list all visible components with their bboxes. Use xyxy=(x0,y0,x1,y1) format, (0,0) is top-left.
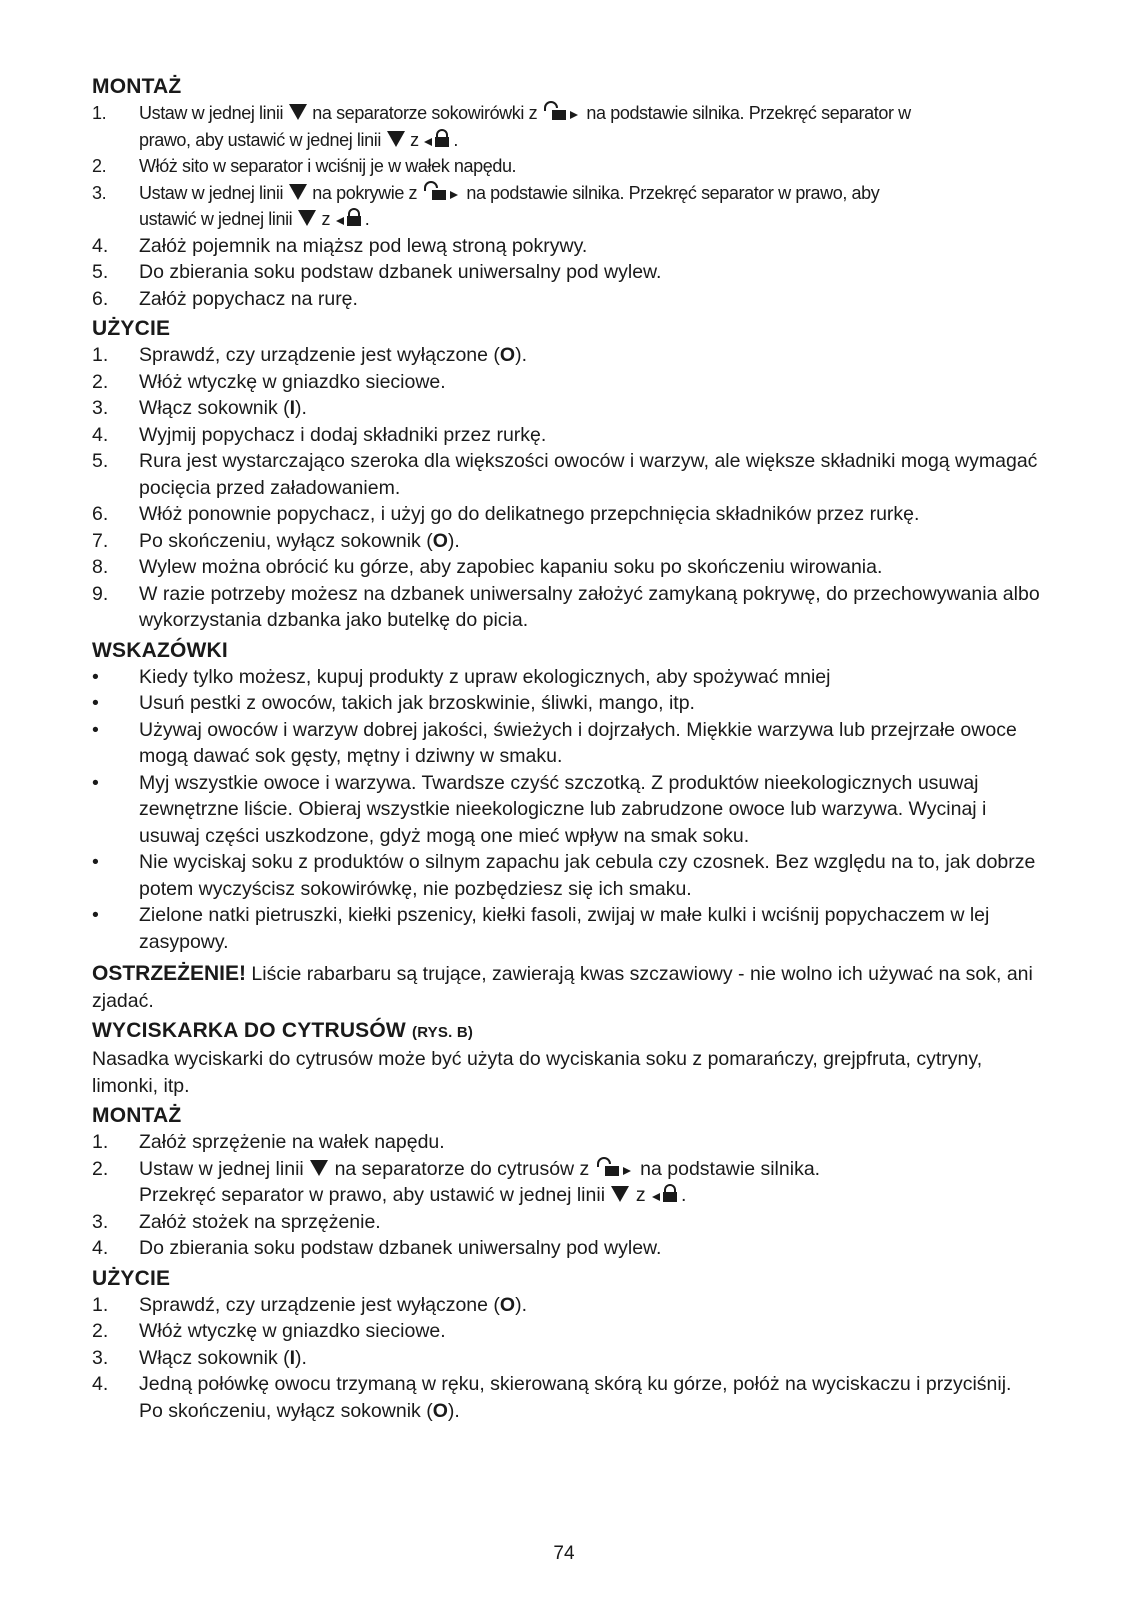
list-item: 3. Włącz sokownik (I). xyxy=(92,397,307,419)
list-item: • Zielone natki pietruszki, kiełki pszenicy, kiełki fasoli, zwijaj w małe kulki i wciśnij popychaczem w lej zasypowy. xyxy=(92,904,990,953)
list-item: 4. Załóż pojemnik na miąższ pod lewą stroną pokrywy. xyxy=(92,234,588,257)
citrus-usage-list xyxy=(92,1292,1052,1425)
list-item: 4. Jedną połówkę owocu trzymaną w ręku, skierowaną skórą ku górze, połóż na wyciskaczu i przyciśnij. Po skończeniu, wyłącz sokownik (O). xyxy=(92,1373,1012,1422)
triangle-down-icon xyxy=(309,1159,329,1177)
section-heading-tips: WSKAZÓWKI xyxy=(92,638,228,662)
assembly-list xyxy=(92,100,1052,312)
section-heading-usage-citrus: UŻYCIE xyxy=(92,1266,171,1290)
list-item: 1. Sprawdź, czy urządzenie jest wyłączone (O). xyxy=(92,344,527,366)
section-heading-assembly-citrus: MONTAŻ xyxy=(92,1104,182,1127)
list-item: 4. Do zbierania soku podstaw dzbanek uniwersalny pod wylew. xyxy=(92,1237,662,1259)
warning-paragraph: OSTRZEŻENIE! Liście rabarbaru są trujące, zawierają kwas szczawiowy - nie wolno ich używać na sok, ani zjadać. xyxy=(92,962,1033,1012)
usage-list xyxy=(92,342,1052,634)
triangle-down-icon xyxy=(610,1185,630,1203)
list-item: • Usuń pestki z owoców, takich jak brzoskwinie, śliwki, mango, itp. xyxy=(92,692,695,714)
list-item: 4. Wyjmij popychacz i dodaj składniki przez rurkę. xyxy=(92,423,547,446)
list-item: 1. Sprawdź, czy urządzenie jest wyłączone (O). xyxy=(92,1293,527,1316)
triangle-down-icon xyxy=(288,183,308,201)
triangle-down-icon xyxy=(288,103,308,121)
list-item: • Kiedy tylko możesz, kupuj produkty z upraw ekologicznych, aby spożywać mniej xyxy=(92,665,831,688)
list-item: • Nie wyciskaj soku z produktów o silnym zapachu jak cebula czy czosnek. Bez względu na to, jak dobrze potem wyczyścisz sokowirówkę, nie pozbędziesz się ich smaku. xyxy=(92,851,1036,900)
citrus-intro: Nasadka wyciskarki do cytrusów może być użyta do wyciskania soku z pomarańczy, grejpfruta, cytryny, limonki, itp. xyxy=(92,1048,983,1097)
lock-icon xyxy=(423,128,453,148)
section-heading-usage: UŻYCIE xyxy=(92,317,171,340)
page-number: 74 xyxy=(553,1543,575,1564)
list-item: • Myj wszystkie owoce i warzywa. Twardsze czyść szczotką. Z produktów nieekologicznych usuwaj zewnętrzne liście. Obieraj wszystkie nieekologiczne lub zabrudzone owoce lub warzywa. Wycinaj i usuwaj części uszkodzone, gdyż mogą one mieć wpływ na smak soku. xyxy=(92,771,987,847)
list-item: 1. Ustaw w jednej linii na separatorze sokowirówki z na podstawie silnika. Przekręć separator w prawo, aby ustawić w jednej linii z . xyxy=(92,103,911,150)
list-item: 9. W razie potrzeby możesz na dzbanek uniwersalny założyć zamykaną pokrywę, do przechowywania albo wykorzystania dzbanka jako butelkę do picia. xyxy=(92,582,1040,631)
list-item: 1. Załóż sprzężenie na wałek napędu. xyxy=(92,1131,445,1153)
list-item: 3. Włącz sokownik (I). xyxy=(92,1346,307,1369)
list-item: 5. Do zbierania soku podstaw dzbanek uniwersalny pod wylew. xyxy=(92,261,662,283)
unlock-icon xyxy=(595,1157,635,1177)
list-item: 2. Włóż wtyczkę w gniazdko sieciowe. xyxy=(92,1320,446,1342)
list-item: 3. Ustaw w jednej linii na pokrywie z na podstawie silnika. Przekręć separator w prawo, aby ustawić w jednej linii z . xyxy=(92,182,880,229)
list-item: 2. Włóż sito w separator i wciśnij je w wałek napędu. xyxy=(92,156,517,176)
unlock-icon xyxy=(542,101,582,121)
list-item: 2. Włóż wtyczkę w gniazdko sieciowe. xyxy=(92,370,446,393)
list-item: 2. Ustaw w jednej linii na separatorze do cytrusów z na podstawie silnika. Przekręć separator w prawo, aby ustawić w jednej linii z . xyxy=(92,1157,821,1206)
document-page xyxy=(92,70,1052,1424)
warning-title: OSTRZEŻENIE! xyxy=(92,962,247,985)
citrus-assembly-list xyxy=(92,1129,1052,1262)
list-item: • Używaj owoców i warzyw dobrej jakości, świeżych i dojrzałych. Miękkie warzywa lub przejrzałe owoce mogą dawać sok gęsty, mętny i dziwny w smaku. xyxy=(92,718,1017,767)
list-item: 5. Rura jest wystarczająco szeroka dla większości owoców i warzyw, ale większe składniki mogą wymagać pocięcia przed załadowaniem. xyxy=(92,450,1038,499)
lock-icon xyxy=(335,207,365,227)
list-item: 8. Wylew można obrócić ku górze, aby zapobiec kapaniu soku po skończeniu wirowania. xyxy=(92,556,883,578)
tips-list xyxy=(92,664,1052,956)
section-heading-citrus-press: WYCISKARKA DO CYTRUSÓW (RYS. B) xyxy=(92,1019,474,1042)
triangle-down-icon xyxy=(297,209,317,227)
list-item: 7. Po skończeniu, wyłącz sokownik (O). xyxy=(92,529,460,552)
list-item: 3. Załóż stożek na sprzężenie. xyxy=(92,1210,381,1233)
section-heading-assembly: MONTAŻ xyxy=(92,75,182,98)
list-item: 6. Włóż ponownie popychacz, i użyj go do delikatnego przepchnięcia składników przez rurkę. xyxy=(92,503,920,525)
unlock-icon xyxy=(422,181,462,201)
triangle-down-icon xyxy=(386,130,406,148)
lock-icon xyxy=(651,1183,681,1203)
list-item: 6. Załóż popychacz na rurę. xyxy=(92,287,358,310)
